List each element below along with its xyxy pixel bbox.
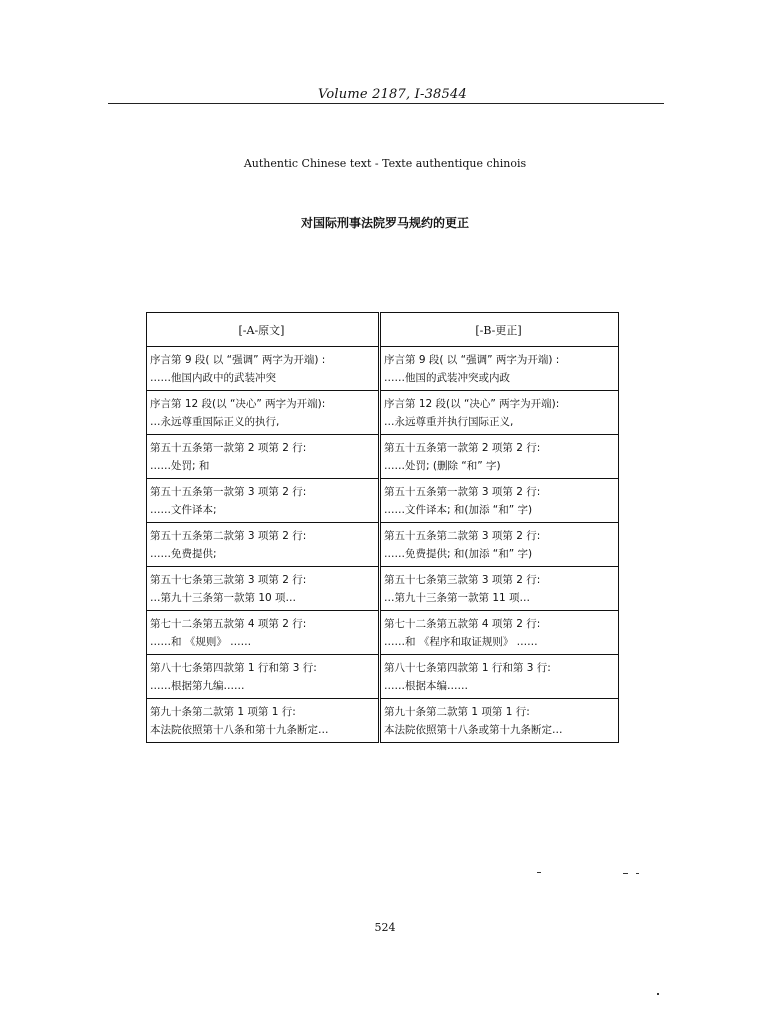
- corrected-text-cell: [380, 655, 619, 699]
- column-header-original: [-A-原文]: [147, 313, 380, 347]
- cell-location: 第五十五条第二款第 3 项第 2 行:: [384, 530, 541, 542]
- table-row: [147, 699, 619, 743]
- table-row: [147, 479, 619, 523]
- table-row: [147, 347, 619, 391]
- cell-location: 第七十二条第五款第 4 项第 2 行:: [150, 618, 307, 630]
- original-text-cell: [147, 391, 380, 435]
- table-row: [147, 655, 619, 699]
- cell-text: ……处罚; (删除 “和” 字): [384, 460, 501, 472]
- authentic-text-caption: Authentic Chinese text - Texte authentique chinois: [243, 157, 527, 170]
- cell-text: ……处罚; 和: [150, 460, 210, 472]
- original-text-cell: [147, 523, 380, 567]
- original-text-cell: [147, 699, 380, 743]
- table-header-row: [147, 313, 619, 347]
- cell-text: ……根据本编……: [384, 680, 468, 692]
- corrected-text-cell: [380, 479, 619, 523]
- cell-location: 序言第 9 段( 以 “强调” 两字为开端) :: [150, 354, 326, 366]
- cell-text: …第九十三条第一款第 11 项…: [384, 592, 531, 604]
- scan-speck: [657, 993, 659, 995]
- cell-location: 序言第 9 段( 以 “强调” 两字为开端) :: [384, 354, 560, 366]
- cell-text: ……和 《程序和取证规则》 ……: [384, 636, 538, 648]
- cell-location: 第八十七条第四款第 1 行和第 3 行:: [150, 662, 317, 674]
- cell-text: ……文件译本;: [150, 504, 217, 516]
- cell-location: 第五十七条第三款第 3 项第 2 行:: [150, 574, 307, 586]
- cell-location: 第八十七条第四款第 1 行和第 3 行:: [384, 662, 551, 674]
- cell-location: 第九十条第二款第 1 项第 1 行:: [150, 706, 296, 718]
- cell-text: ……免费提供; 和(加添 “和” 字): [384, 548, 533, 560]
- table-row: [147, 567, 619, 611]
- original-text-cell: [147, 567, 380, 611]
- original-text-cell: [147, 479, 380, 523]
- cell-text: …第九十三条第一款第 10 项…: [150, 592, 297, 604]
- cell-location: 序言第 12 段(以 “决心” 两字为开端):: [384, 398, 560, 410]
- corrected-text-cell: [380, 435, 619, 479]
- cell-text: …永远尊重并执行国际正义,: [384, 416, 514, 428]
- cell-text: ……免费提供;: [150, 548, 217, 560]
- corrected-text-cell: [380, 523, 619, 567]
- corrected-text-cell: [380, 391, 619, 435]
- cell-location: 第九十条第二款第 1 项第 1 行:: [384, 706, 530, 718]
- table-row: [147, 435, 619, 479]
- document-title: 对国际刑事法院罗马规约的更正: [300, 216, 469, 230]
- cell-location: 第五十五条第二款第 3 项第 2 行:: [150, 530, 307, 542]
- cell-text: ……文件译本; 和(加添 “和” 字): [384, 504, 533, 516]
- cell-text: ……根据第九编……: [150, 680, 245, 692]
- column-header-corrected: [-B-更正]: [380, 313, 619, 347]
- cell-text: ……和 《规则》 ……: [150, 636, 252, 648]
- table-row: [147, 523, 619, 567]
- original-text-cell: [147, 435, 380, 479]
- scan-speck: [636, 873, 639, 874]
- scan-speck: [623, 873, 628, 874]
- cell-text: ……他国的武装冲突或内政: [384, 372, 510, 384]
- correction-table: [146, 312, 619, 743]
- volume-header: Volume 2187, I-38544: [318, 87, 467, 102]
- cell-text: 本法院依照第十八条和第十九条断定…: [150, 724, 329, 736]
- cell-text: …永远尊重国际正义的执行,: [150, 416, 280, 428]
- corrected-text-cell: [380, 699, 619, 743]
- table-row: [147, 391, 619, 435]
- page-number: 524: [374, 921, 396, 934]
- cell-location: 第五十五条第一款第 2 项第 2 行:: [150, 442, 307, 454]
- corrected-text-cell: [380, 611, 619, 655]
- original-text-cell: [147, 611, 380, 655]
- corrected-text-cell: [380, 347, 619, 391]
- cell-location: 序言第 12 段(以 “决心” 两字为开端):: [150, 398, 326, 410]
- cell-location: 第五十五条第一款第 2 项第 2 行:: [384, 442, 541, 454]
- cell-location: 第五十五条第一款第 3 项第 2 行:: [150, 486, 307, 498]
- original-text-cell: [147, 655, 380, 699]
- header-rule: [108, 103, 664, 104]
- cell-location: 第七十二条第五款第 4 项第 2 行:: [384, 618, 541, 630]
- table-row: [147, 611, 619, 655]
- original-text-cell: [147, 347, 380, 391]
- cell-location: 第五十七条第三款第 3 项第 2 行:: [384, 574, 541, 586]
- cell-text: ……他国内政中的武装冲突: [150, 372, 276, 384]
- cell-text: 本法院依照第十八条或第十九条断定…: [384, 724, 563, 736]
- corrected-text-cell: [380, 567, 619, 611]
- scan-speck: [537, 872, 541, 873]
- cell-location: 第五十五条第一款第 3 项第 2 行:: [384, 486, 541, 498]
